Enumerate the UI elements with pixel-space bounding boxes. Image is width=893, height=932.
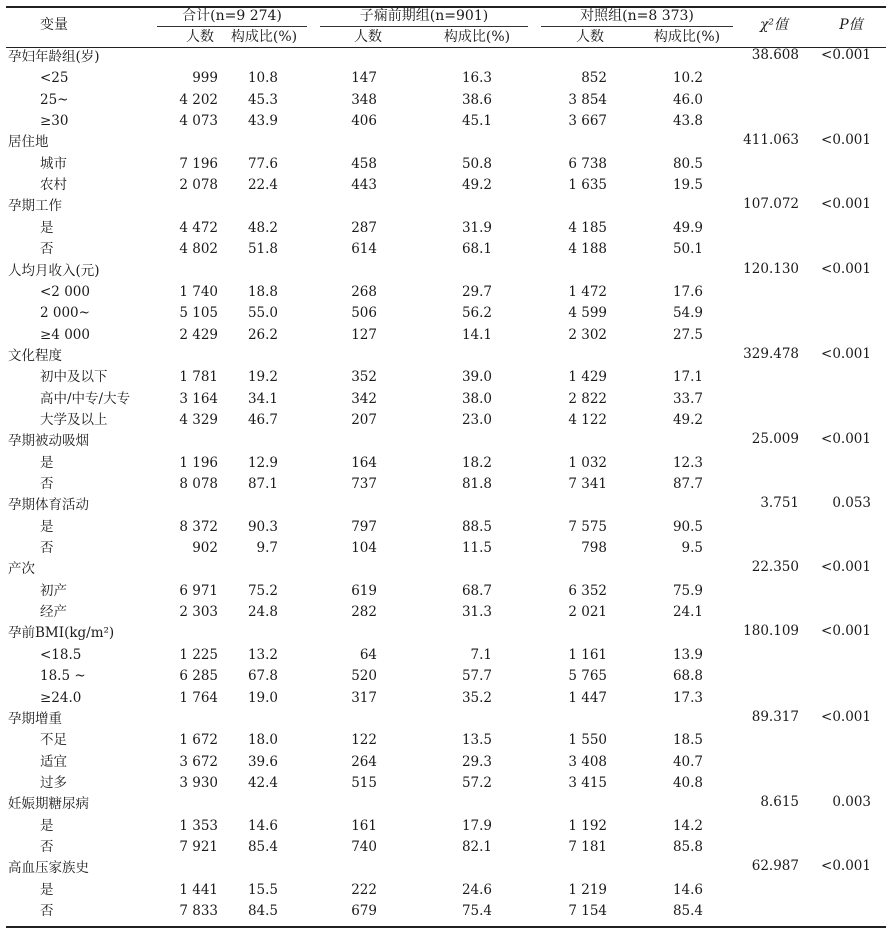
row-label: ≥24.0 bbox=[40, 689, 82, 706]
control-percent-cell: 27.5 bbox=[672, 326, 703, 343]
pe-percent-cell: 49.2 bbox=[461, 177, 492, 194]
row-label: ≥4 000 bbox=[40, 326, 90, 343]
p-value-cell: <0.001 bbox=[821, 431, 871, 448]
control-count-cell: 798 bbox=[581, 540, 607, 557]
total-percent-cell: 13.2 bbox=[247, 646, 278, 663]
pe-percent-cell: 31.9 bbox=[461, 219, 492, 236]
p-value-cell: <0.001 bbox=[821, 345, 871, 362]
control-percent-cell: 12.3 bbox=[672, 454, 703, 471]
control-percent-cell: 14.6 bbox=[672, 881, 703, 898]
control-count-cell: 4 599 bbox=[568, 305, 607, 322]
pe-percent-cell: 45.1 bbox=[461, 113, 492, 130]
control-count-cell: 2 021 bbox=[568, 604, 607, 621]
category-label: 妊娠期糖尿病 bbox=[8, 796, 89, 813]
total-count-cell: 1 672 bbox=[179, 732, 218, 749]
chi-square-cell: 120.130 bbox=[743, 260, 799, 277]
total-count-cell: 7 921 bbox=[179, 838, 218, 855]
control-percent-cell: 10.2 bbox=[672, 70, 703, 87]
pe-count-cell: 619 bbox=[351, 582, 377, 599]
header-group-pe bbox=[360, 8, 488, 24]
row-label: <18.5 bbox=[40, 646, 82, 663]
pe-percent-cell: 29.3 bbox=[461, 753, 492, 770]
control-count-cell: 3 408 bbox=[568, 753, 607, 770]
total-count-cell: 1 781 bbox=[179, 369, 218, 386]
control-percent-cell: 50.1 bbox=[672, 241, 703, 258]
pe-percent-cell: 24.6 bbox=[461, 881, 492, 898]
pe-count-cell: 282 bbox=[351, 604, 377, 621]
pe-percent-cell: 35.2 bbox=[461, 689, 492, 706]
pe-count-cell: 352 bbox=[351, 369, 377, 386]
header-pct-pe: 构成比(%) bbox=[443, 29, 511, 45]
header-p: P值 bbox=[839, 17, 863, 33]
total-count-cell: 902 bbox=[192, 540, 218, 557]
control-percent-cell: 49.2 bbox=[672, 411, 703, 428]
control-count-cell: 1 429 bbox=[568, 369, 607, 386]
control-count-cell: 2 302 bbox=[568, 326, 607, 343]
pe-percent-cell: 68.7 bbox=[461, 582, 492, 599]
row-label: 是 bbox=[40, 817, 54, 834]
total-percent-cell: 19.0 bbox=[247, 689, 278, 706]
total-percent-cell: 24.8 bbox=[247, 604, 278, 621]
row-label: 18.5 ~ bbox=[40, 668, 86, 685]
row-label: 农村 bbox=[40, 177, 67, 194]
control-percent-cell: 68.8 bbox=[672, 668, 703, 685]
control-count-cell: 3 415 bbox=[568, 774, 607, 791]
control-percent-cell: 46.0 bbox=[672, 91, 703, 108]
control-count-cell: 1 192 bbox=[568, 817, 607, 834]
pe-percent-cell: 50.8 bbox=[461, 155, 492, 172]
bottom-rule bbox=[6, 926, 886, 928]
total-count-cell: 2 078 bbox=[179, 177, 218, 194]
total-percent-cell: 14.6 bbox=[247, 817, 278, 834]
row-label: 高中/中专/大专 bbox=[40, 390, 131, 407]
pe-percent-cell: 11.5 bbox=[461, 540, 492, 557]
p-value-cell: <0.001 bbox=[821, 47, 871, 63]
total-percent-cell: 22.4 bbox=[247, 177, 278, 194]
row-label: 过多 bbox=[40, 774, 67, 791]
pe-count-cell: 127 bbox=[351, 326, 377, 343]
pe-percent-cell: 23.0 bbox=[461, 411, 492, 428]
pe-count-cell: 679 bbox=[351, 903, 377, 919]
total-count-cell: 6 971 bbox=[179, 582, 218, 599]
total-count-cell: 6 285 bbox=[179, 668, 218, 685]
pe-count-cell: 207 bbox=[351, 411, 377, 428]
pe-count-cell: 614 bbox=[351, 241, 377, 258]
total-count-cell: 3 164 bbox=[179, 390, 218, 407]
total-percent-cell: 34.1 bbox=[247, 390, 278, 407]
pe-percent-cell: 17.9 bbox=[461, 817, 492, 834]
total-count-cell: 999 bbox=[192, 70, 218, 87]
category-label: 孕妇年龄组(岁) bbox=[8, 49, 100, 65]
row-label: 大学及以上 bbox=[40, 411, 108, 428]
header-pct-total: 构成比(%) bbox=[230, 29, 298, 45]
chi-square-cell: 3.751 bbox=[760, 495, 799, 512]
control-count-cell: 6 738 bbox=[568, 155, 607, 172]
row-label: 不足 bbox=[40, 732, 67, 749]
header-count-total: 人数 bbox=[186, 29, 214, 45]
total-percent-cell: 84.5 bbox=[247, 903, 278, 919]
total-percent-cell: 55.0 bbox=[247, 305, 278, 322]
pe-count-cell: 317 bbox=[351, 689, 377, 706]
chi-square-cell: 8.615 bbox=[760, 794, 799, 811]
row-label: 否 bbox=[40, 903, 54, 919]
header-group-total-text: 合计(n=9 274) bbox=[182, 8, 282, 24]
control-percent-cell: 80.5 bbox=[672, 155, 703, 172]
header-group-control-text: 对照组(n=8 373) bbox=[580, 8, 694, 24]
pe-percent-cell: 13.5 bbox=[461, 732, 492, 749]
category-label: 产次 bbox=[8, 561, 35, 578]
total-count-cell: 1 441 bbox=[179, 881, 218, 898]
pe-percent-cell: 88.5 bbox=[461, 518, 492, 535]
control-count-cell: 4 188 bbox=[568, 241, 607, 258]
total-percent-cell: 45.3 bbox=[247, 91, 278, 108]
control-count-cell: 1 472 bbox=[568, 283, 607, 300]
pe-percent-cell: 18.2 bbox=[461, 454, 492, 471]
row-label: 城市 bbox=[40, 155, 67, 172]
row-label: 适宜 bbox=[40, 753, 67, 770]
p-value-cell: <0.001 bbox=[821, 132, 871, 149]
total-percent-cell: 75.2 bbox=[247, 582, 278, 599]
control-percent-cell: 90.5 bbox=[672, 518, 703, 535]
row-label: 否 bbox=[40, 241, 54, 258]
total-percent-cell: 87.1 bbox=[247, 476, 278, 492]
group-underline-total bbox=[157, 26, 307, 27]
pe-percent-cell: 38.6 bbox=[461, 91, 492, 108]
chi-square-cell: 62.987 bbox=[751, 858, 799, 875]
row-label: <2 000 bbox=[40, 283, 90, 300]
total-count-cell: 5 105 bbox=[179, 305, 218, 322]
total-count-cell: 4 202 bbox=[179, 91, 218, 108]
pe-percent-cell: 16.3 bbox=[461, 70, 492, 87]
total-percent-cell: 19.2 bbox=[247, 369, 278, 386]
category-label: 孕前BMI(kg/m²) bbox=[8, 625, 115, 642]
header-variable: 变量 bbox=[40, 17, 68, 33]
p-value-cell: <0.001 bbox=[821, 708, 871, 725]
chi-square-cell: 38.608 bbox=[751, 47, 799, 63]
pe-count-cell: 797 bbox=[351, 518, 377, 535]
total-percent-cell: 18.8 bbox=[247, 283, 278, 300]
total-count-cell: 7 833 bbox=[179, 903, 218, 919]
row-label: <25 bbox=[40, 70, 69, 87]
total-percent-cell: 51.8 bbox=[247, 241, 278, 258]
total-count-cell: 4 329 bbox=[179, 411, 218, 428]
control-percent-cell: 33.7 bbox=[672, 390, 703, 407]
pe-percent-cell: 82.1 bbox=[461, 838, 492, 855]
row-label: 是 bbox=[40, 518, 54, 535]
control-count-cell: 4 122 bbox=[568, 411, 607, 428]
row-label: 是 bbox=[40, 219, 54, 236]
chi-square-cell: 180.109 bbox=[743, 623, 799, 640]
category-label: 孕期被动吸烟 bbox=[8, 433, 89, 450]
pe-percent-cell: 57.7 bbox=[461, 668, 492, 685]
total-percent-cell: 48.2 bbox=[247, 219, 278, 236]
total-count-cell: 1 764 bbox=[179, 689, 218, 706]
pe-count-cell: 737 bbox=[351, 476, 377, 492]
control-percent-cell: 87.7 bbox=[672, 476, 703, 492]
category-label: 孕期增重 bbox=[8, 710, 62, 727]
total-percent-cell: 26.2 bbox=[247, 326, 278, 343]
header-pct-control: 构成比(%) bbox=[653, 29, 721, 45]
row-label: 否 bbox=[40, 838, 54, 855]
pe-count-cell: 164 bbox=[351, 454, 377, 471]
category-label: 文化程度 bbox=[8, 347, 62, 364]
control-count-cell: 3 667 bbox=[568, 113, 607, 130]
total-percent-cell: 39.6 bbox=[247, 753, 278, 770]
row-label: 25~ bbox=[40, 91, 69, 108]
control-count-cell: 1 550 bbox=[568, 732, 607, 749]
control-percent-cell: 14.2 bbox=[672, 817, 703, 834]
total-percent-cell: 18.0 bbox=[247, 732, 278, 749]
pe-percent-cell: 81.8 bbox=[461, 476, 492, 492]
row-label: 2 000~ bbox=[40, 305, 90, 322]
control-percent-cell: 85.8 bbox=[672, 838, 703, 855]
p-value-cell: <0.001 bbox=[821, 260, 871, 277]
row-label: 初中及以下 bbox=[40, 369, 108, 386]
chi-square-cell: 107.072 bbox=[743, 196, 799, 213]
total-percent-cell: 10.8 bbox=[247, 70, 278, 87]
chi-square-cell: 25.009 bbox=[751, 431, 799, 448]
p-value-cell: <0.001 bbox=[821, 559, 871, 576]
header-group-total bbox=[182, 8, 282, 24]
chi-square-cell: 89.317 bbox=[751, 708, 799, 725]
category-label: 孕期工作 bbox=[8, 198, 62, 215]
control-percent-cell: 54.9 bbox=[672, 305, 703, 322]
total-count-cell: 2 429 bbox=[179, 326, 218, 343]
control-percent-cell: 43.8 bbox=[672, 113, 703, 130]
control-percent-cell: 19.5 bbox=[672, 177, 703, 194]
group-underline-pe bbox=[320, 26, 528, 27]
control-count-cell: 852 bbox=[581, 70, 607, 87]
control-count-cell: 1 447 bbox=[568, 689, 607, 706]
total-count-cell: 4 073 bbox=[179, 113, 218, 130]
row-label: 否 bbox=[40, 540, 54, 557]
total-percent-cell: 77.6 bbox=[247, 155, 278, 172]
control-count-cell: 4 185 bbox=[568, 219, 607, 236]
pe-count-cell: 264 bbox=[351, 753, 377, 770]
total-percent-cell: 12.9 bbox=[247, 454, 278, 471]
total-percent-cell: 42.4 bbox=[247, 774, 278, 791]
total-count-cell: 1 740 bbox=[179, 283, 218, 300]
control-count-cell: 1 161 bbox=[568, 646, 607, 663]
total-count-cell: 8 078 bbox=[179, 476, 218, 492]
pe-percent-cell: 75.4 bbox=[461, 903, 492, 919]
pe-percent-cell: 57.2 bbox=[461, 774, 492, 791]
group-underline-control bbox=[541, 26, 733, 27]
total-count-cell: 3 930 bbox=[179, 774, 218, 791]
control-count-cell: 1 219 bbox=[568, 881, 607, 898]
pe-count-cell: 406 bbox=[351, 113, 377, 130]
row-label: 是 bbox=[40, 881, 54, 898]
pe-percent-cell: 39.0 bbox=[461, 369, 492, 386]
header-group-pe-text: 子痫前期组(n=901) bbox=[359, 8, 489, 24]
pe-count-cell: 506 bbox=[351, 305, 377, 322]
control-percent-cell: 40.7 bbox=[672, 753, 703, 770]
control-percent-cell: 40.8 bbox=[672, 774, 703, 791]
p-value-cell: <0.001 bbox=[821, 623, 871, 640]
control-percent-cell: 49.9 bbox=[672, 219, 703, 236]
pe-percent-cell: 56.2 bbox=[461, 305, 492, 322]
p-value-cell: 0.053 bbox=[832, 495, 871, 512]
control-count-cell: 7 181 bbox=[568, 838, 607, 855]
control-count-cell: 5 765 bbox=[568, 668, 607, 685]
header-count-control: 人数 bbox=[576, 29, 604, 45]
category-label: 居住地 bbox=[8, 134, 49, 151]
p-value-cell: <0.001 bbox=[821, 858, 871, 875]
row-label: 否 bbox=[40, 476, 54, 492]
p-value-cell: <0.001 bbox=[821, 196, 871, 213]
total-count-cell: 4 802 bbox=[179, 241, 218, 258]
category-label: 孕期体育活动 bbox=[8, 497, 89, 514]
total-count-cell: 2 303 bbox=[179, 604, 218, 621]
control-count-cell: 7 575 bbox=[568, 518, 607, 535]
header-chi: χ²值 bbox=[759, 17, 789, 33]
control-count-cell: 2 822 bbox=[568, 390, 607, 407]
control-percent-cell: 17.3 bbox=[672, 689, 703, 706]
total-count-cell: 4 472 bbox=[179, 219, 218, 236]
control-count-cell: 1 032 bbox=[568, 454, 607, 471]
pe-count-cell: 443 bbox=[351, 177, 377, 194]
control-percent-cell: 18.5 bbox=[672, 732, 703, 749]
category-label: 高血压家族史 bbox=[8, 860, 89, 877]
control-count-cell: 3 854 bbox=[568, 91, 607, 108]
pe-count-cell: 342 bbox=[351, 390, 377, 407]
control-count-cell: 1 635 bbox=[568, 177, 607, 194]
total-percent-cell: 46.7 bbox=[247, 411, 278, 428]
total-percent-cell: 15.5 bbox=[247, 881, 278, 898]
row-label: ≥30 bbox=[40, 113, 69, 130]
pe-count-cell: 122 bbox=[351, 732, 377, 749]
pe-count-cell: 458 bbox=[351, 155, 377, 172]
pe-percent-cell: 38.0 bbox=[461, 390, 492, 407]
pe-percent-cell: 14.1 bbox=[461, 326, 492, 343]
chi-square-cell: 329.478 bbox=[743, 345, 799, 362]
pe-percent-cell: 7.1 bbox=[470, 646, 492, 663]
pe-percent-cell: 31.3 bbox=[461, 604, 492, 621]
row-label: 初产 bbox=[40, 582, 67, 599]
total-count-cell: 3 672 bbox=[179, 753, 218, 770]
total-percent-cell: 67.8 bbox=[247, 668, 278, 685]
control-percent-cell: 24.1 bbox=[672, 604, 703, 621]
row-label: 经产 bbox=[40, 604, 67, 621]
control-count-cell: 6 352 bbox=[568, 582, 607, 599]
control-percent-cell: 13.9 bbox=[672, 646, 703, 663]
control-percent-cell: 9.5 bbox=[681, 540, 703, 557]
header-group-control bbox=[580, 8, 694, 24]
pe-percent-cell: 68.1 bbox=[461, 241, 492, 258]
control-percent-cell: 17.6 bbox=[672, 283, 703, 300]
chi-square-cell: 22.350 bbox=[751, 559, 799, 576]
pe-count-cell: 64 bbox=[359, 646, 377, 663]
pe-count-cell: 348 bbox=[351, 91, 377, 108]
total-count-cell: 1 196 bbox=[179, 454, 218, 471]
control-count-cell: 7 341 bbox=[568, 476, 607, 492]
pe-count-cell: 147 bbox=[351, 70, 377, 87]
pe-count-cell: 515 bbox=[351, 774, 377, 791]
total-percent-cell: 90.3 bbox=[247, 518, 278, 535]
pe-count-cell: 268 bbox=[351, 283, 377, 300]
pe-count-cell: 520 bbox=[351, 668, 377, 685]
total-count-cell: 1 353 bbox=[179, 817, 218, 834]
total-percent-cell: 85.4 bbox=[247, 838, 278, 855]
pe-count-cell: 740 bbox=[351, 838, 377, 855]
control-percent-cell: 75.9 bbox=[672, 582, 703, 599]
total-count-cell: 1 225 bbox=[179, 646, 218, 663]
total-count-cell: 8 372 bbox=[179, 518, 218, 535]
pe-count-cell: 222 bbox=[351, 881, 377, 898]
p-value-cell: 0.003 bbox=[832, 794, 871, 811]
pe-count-cell: 104 bbox=[351, 540, 377, 557]
total-count-cell: 7 196 bbox=[179, 155, 218, 172]
control-count-cell: 7 154 bbox=[568, 903, 607, 919]
control-percent-cell: 85.4 bbox=[672, 903, 703, 919]
pe-count-cell: 287 bbox=[351, 219, 377, 236]
pe-percent-cell: 29.7 bbox=[461, 283, 492, 300]
row-label: 是 bbox=[40, 454, 54, 471]
total-percent-cell: 9.7 bbox=[256, 540, 278, 557]
control-percent-cell: 17.1 bbox=[672, 369, 703, 386]
header-count-pe: 人数 bbox=[354, 29, 382, 45]
category-label: 人均月收入(元) bbox=[8, 262, 100, 279]
chi-square-cell: 411.063 bbox=[743, 132, 799, 149]
pe-count-cell: 161 bbox=[351, 817, 377, 834]
total-percent-cell: 43.9 bbox=[247, 113, 278, 130]
